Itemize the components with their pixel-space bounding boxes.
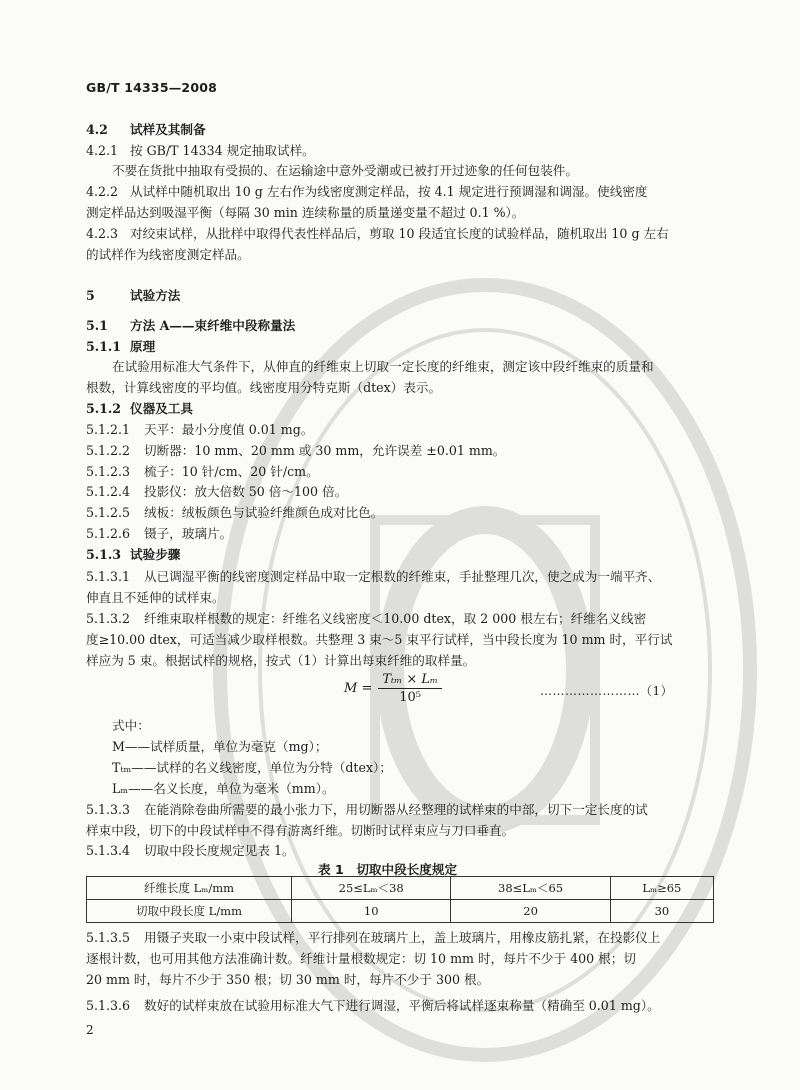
table-title: 表 1 切取中段长度规定 [318,862,458,877]
line-text: Tₜₘ——试样的名义线密度，单位为分特（dtex）； [112,760,392,775]
formula-numerator: Tₜₘ × Lₘ [378,672,442,689]
line-text: 仪器及工具 [130,401,193,416]
line-text: 20 mm 时，每片不少于 350 根；切 30 mm 时，每片不少于 300 根。 [86,972,490,987]
line-text: 镊子，玻璃片。 [144,526,233,541]
table-cell: 30 [610,900,713,923]
table-cell: 切取中段长度 L/mm [87,900,292,923]
text-line [86,318,295,334]
table-1 [86,876,714,923]
section-number: 4.2 [86,122,108,137]
text-line [86,484,347,500]
text-line [86,122,206,138]
text-line [86,998,660,1014]
text-line [86,226,669,242]
text-line [86,930,660,946]
line-text: 试验方法 [130,288,181,303]
text-line [86,632,672,648]
text-line [86,443,505,459]
table-header-row [87,877,714,900]
text-line [86,247,250,263]
text-line [112,163,578,179]
section-number: 5.1.2.3 [86,464,131,479]
table-cell: 25≤Lₘ＜38 [292,877,451,900]
line-text: 绒板：绒板颜色与试验纤维颜色成对比色。 [144,505,384,520]
section-number: 5 [86,288,95,303]
text-line [86,951,636,967]
line-text: 对绞束试样，从批样中取得代表性样品后，剪取 10 段适宜长度的试验样品，随机取出 10 g 左右 [130,226,669,241]
section-number: 5.1.2.2 [86,443,131,458]
line-text: 伸直且不延伸的试样束。 [86,590,225,605]
section-number: 5.1.2.4 [86,484,131,499]
text-line [86,653,475,669]
line-text: 样束中段，切下的中段试样中不得有游离纤维。切断时试样束应与刀口垂直。 [86,823,515,838]
text-line [86,505,383,521]
text-line [86,184,648,200]
text-line [86,843,295,859]
formula-fraction [378,672,442,705]
text-line [112,718,150,734]
section-number: 5.1.3.3 [86,802,131,817]
text-line [86,339,155,355]
line-text: 投影仪：放大倍数 50 倍～100 倍。 [144,484,348,499]
formula-1 [344,672,442,705]
line-text: 试样及其制备 [130,122,206,137]
text-line [112,760,392,776]
line-text: 在能消除卷曲所需要的最小张力下，用切断器从经整理的试样束的中部，切下一定长度的试 [144,802,648,817]
section-number: 5.1.3.5 [86,930,131,945]
text-line [86,802,648,818]
formula-lhs: M = [344,681,373,696]
text-line [86,288,180,304]
line-text: 梳子：10 针/cm、20 针/cm。 [144,464,319,479]
text-line [86,422,313,438]
line-text: 按 GB/T 14334 规定抽取试样。 [130,143,315,158]
formula-leader: …………………… [540,684,640,698]
line-text: 纤维束取样根数的规定：纤维名义线密度＜10.00 dtex，取 2 000 根左右；纤维名义线密 [144,611,647,626]
table-cell: Lₘ≥65 [610,877,713,900]
text-line [112,781,335,797]
text-line [86,547,180,563]
line-text: 式中： [112,718,150,733]
section-number: 5.1.3 [86,547,122,562]
section-number: 5.1 [86,318,108,333]
line-text: 不要在货批中抽取有受损的、在运输途中意外受潮或已被打开过迹象的任何包装件。 [112,163,578,178]
text-line [86,972,489,988]
text-line [86,526,232,542]
line-text: 测定样品达到吸湿平衡（每隔 30 min 连续称量的质量递变量不超过 0.1 %）。 [86,205,525,220]
text-line [86,205,524,221]
line-text: 切取中段长度规定见表 1。 [144,843,295,858]
section-number: 5.1.2.5 [86,505,131,520]
line-text: M——试样质量，单位为毫克（mg）； [112,739,328,754]
line-text: 数好的试样束放在试验用标准大气下进行调湿，平衡后将试样逐束称量（精确至 0.01 mg）。 [144,998,660,1013]
formula-denominator: 10⁵ [399,690,422,705]
line-text: 切断器：10 mm、20 mm 或 30 mm，允许误差 ±0.01 mm。 [144,443,506,458]
line-text: 原理 [130,339,156,354]
table-cell: 38≤Lₘ＜65 [451,877,610,900]
line-text: 天平：最小分度值 0.01 mg。 [144,422,314,437]
text-line [86,401,193,417]
section-number: 5.1.3.6 [86,998,131,1013]
section-number: 5.1.3.4 [86,843,131,858]
section-number: 5.1.2 [86,401,122,416]
line-text: 样应为 5 束。根据试样的规格，按式（1）计算出每束纤维的取样量。 [86,653,476,668]
section-number: 5.1.3.1 [86,569,131,584]
line-text: 从试样中随机取出 10 g 左右作为线密度测定样品，按 4.1 规定进行预调湿和调湿。使线密度 [130,184,648,199]
line-text: 度≥10.00 dtex，可适当减少取样根数。共整理 3 束～5 束平行试样，当中段长度为 10 mm 时，平行试 [86,632,673,647]
line-text: 从已调湿平衡的线密度测定样品中取一定根数的纤维束，手扯整理几次，使之成为一端平齐、 [144,569,661,584]
line-text: 的试样作为线密度测定样品。 [86,247,250,262]
text-line [112,739,328,755]
line-text: 试验步骤 [130,547,181,562]
table-cell: 10 [292,900,451,923]
formula-number [540,682,673,699]
section-number: 5.1.3.2 [86,611,131,626]
text-line [86,611,646,627]
text-line [86,380,441,396]
section-number: 4.2.1 [86,143,119,158]
line-text: 在试验用标准大气条件下，从伸直的纤维束上切取一定长度的纤维束，测定该中段纤维束的质量和 [112,359,654,374]
line-text: 逐根计数，也可用其他方法准确计数。纤维计量根数规定：切 10 mm 时，每片不少于 400 根；切 [86,951,636,966]
table-row [87,900,714,923]
table-cell: 纤维长度 Lₘ/mm [87,877,292,900]
section-number: 5.1.2.1 [86,422,131,437]
formula-number-label: （1） [640,684,674,698]
section-number: 5.1.2.6 [86,526,131,541]
text-line [86,590,225,606]
line-text: 根数，计算线密度的平均值。线密度用分特克斯（dtex）表示。 [86,380,442,395]
line-text: 用镊子夹取一小束中段试样，平行排列在玻璃片上，盖上玻璃片，用橡皮筋扎紧，在投影仪上 [144,930,661,945]
line-text: 方法 A——束纤维中段称量法 [130,318,296,333]
page-number: 2 [86,1023,94,1037]
standard-code-header: GB/T 14335—2008 [86,80,218,95]
table-cell: 20 [451,900,610,923]
section-number: 4.2.2 [86,184,119,199]
line-text: Lₘ——名义长度，单位为毫米（mm）。 [112,781,335,796]
section-number: 4.2.3 [86,226,119,241]
text-line [86,143,315,159]
section-number: 5.1.1 [86,339,122,354]
text-line [86,823,514,839]
text-line [112,359,654,375]
text-line [86,464,319,480]
text-line [86,569,660,585]
